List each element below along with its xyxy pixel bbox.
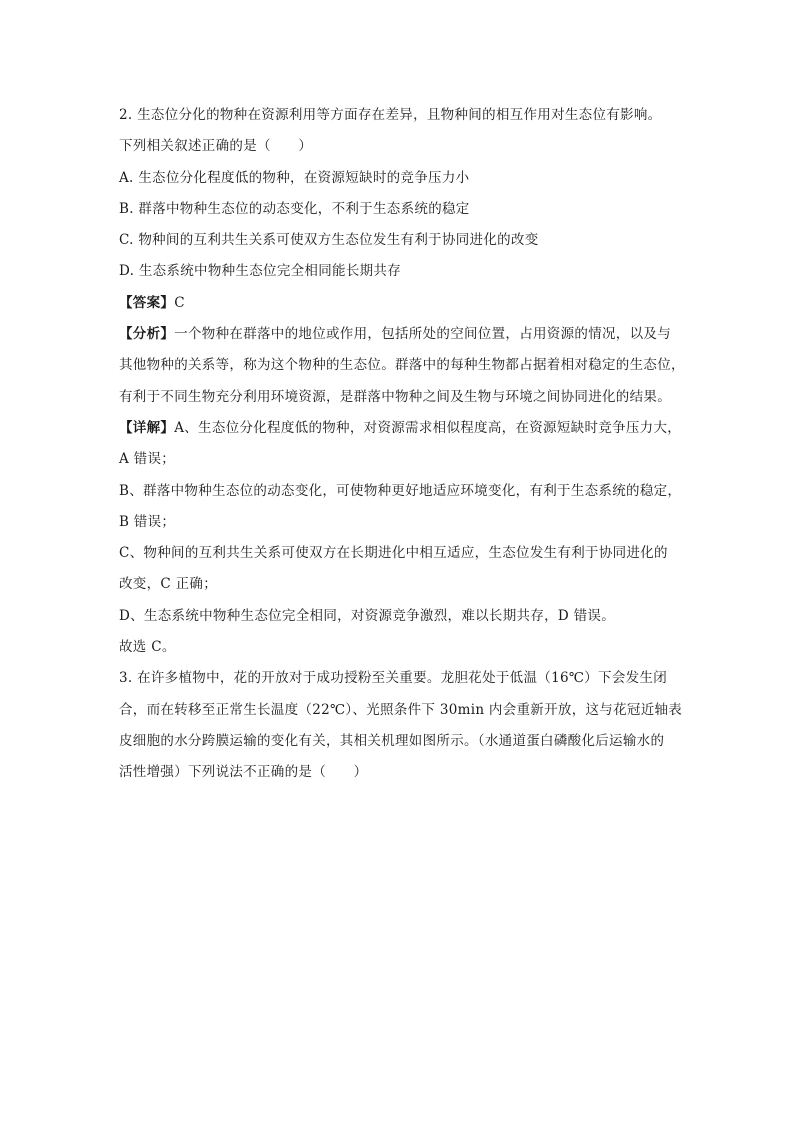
q2-conclusion: 故选 C。 bbox=[119, 639, 176, 656]
q2-option-a: A. 生态位分化程度低的物种，在资源短缺时的竞争压力小 bbox=[119, 169, 470, 186]
q3-line4: 活性增强）下列说法不正确的是（ ） bbox=[119, 764, 368, 781]
q2-detail-a1 bbox=[119, 413, 694, 444]
answer-value: C bbox=[174, 294, 185, 311]
answer-label: 【答案】 bbox=[119, 294, 175, 311]
document-page bbox=[119, 100, 694, 789]
analysis-text: 一个物种在群落中的地位或作用，包括所处的空间位置，占用资源的情况，以及与 bbox=[174, 326, 672, 343]
q2-detail-c1: C、物种间的互利共生关系可使双方在长期进化中相互适应，生态位发生有利于协同进化的 bbox=[119, 545, 668, 562]
q3-line2: 合，而在转移至正常生长温度（22℃）、光照条件下 30min 内会重新开放，这与花冠近轴表 bbox=[119, 701, 683, 718]
detail-text: A、生态位分化程度低的物种，对资源需求相似程度高，在资源短缺时竞争压力大， bbox=[174, 419, 682, 436]
q2-analysis-line2: 其他物种的关系等，称为这个物种的生态位。群落中的每种生物都占据着相对稳定的生态位， bbox=[119, 357, 685, 374]
q2-analysis-line1 bbox=[119, 319, 694, 350]
q2-option-b: B. 群落中物种生态位的动态变化，不利于生态系统的稳定 bbox=[119, 200, 470, 217]
q3-line1: 3. 在许多植物中，花的开放对于成功授粉至关重要。龙胆花处于低温（16℃）下会发生闭 bbox=[119, 670, 668, 687]
analysis-label: 【分析】 bbox=[119, 326, 175, 343]
q2-detail-c2: 改变，C 正确； bbox=[119, 576, 218, 593]
q2-detail-d: D、生态系统中物种生态位完全相同，对资源竞争激烈，难以长期共存，D 错误。 bbox=[119, 607, 616, 624]
q2-detail-b2: B 错误； bbox=[119, 513, 176, 530]
q2-option-d: D. 生态系统中物种生态位完全相同能长期共存 bbox=[119, 263, 402, 280]
q3-line3: 皮细胞的水分跨膜运输的变化有关，其相关机理如图所示。（水通道蛋白磷酸化后运输水的 bbox=[119, 732, 665, 749]
q2-option-c: C. 物种间的互利共生关系可使双方生态位发生有利于协同进化的改变 bbox=[119, 232, 539, 249]
q2-analysis-line3: 有利于不同生物充分利用环境资源，是群落中物种之间及生物与环境之间协同进化的结果。 bbox=[119, 388, 671, 405]
q2-answer bbox=[119, 288, 694, 319]
detail-label: 【详解】 bbox=[119, 419, 175, 436]
q2-stem-line2: 下列相关叙述正确的是（ ） bbox=[119, 138, 313, 155]
q2-detail-a2: A 错误； bbox=[119, 451, 176, 468]
q2-stem-line1: 2. 生态位分化的物种在资源利用等方面存在差异，且物种间的相互作用对生态位有影响。 bbox=[119, 107, 662, 123]
q2-detail-b1: B、群落中物种生态位的动态变化，可使物种更好地适应环境变化，有利于生态系统的稳定， bbox=[119, 482, 682, 499]
